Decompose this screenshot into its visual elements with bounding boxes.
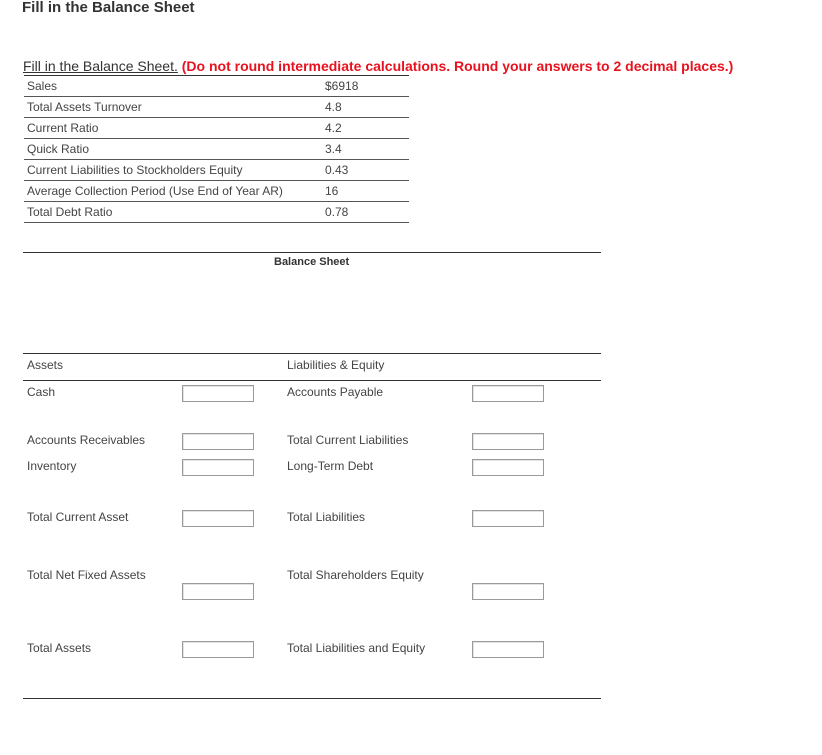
page-title: Fill in the Balance Sheet <box>22 0 195 16</box>
accounts-receivables-label: Accounts Receivables <box>27 433 146 447</box>
ratio-label: Total Debt Ratio <box>27 205 113 219</box>
ratio-label: Average Collection Period (Use End of Year AR) <box>27 184 283 198</box>
accounts-payable-label: Accounts Payable <box>287 385 384 399</box>
ratio-value: 0.43 <box>325 163 349 177</box>
total-net-fixed-assets-label: Total Net Fixed Assets <box>27 568 146 582</box>
ratio-label: Sales <box>27 79 58 93</box>
header-top-rule <box>23 353 601 354</box>
ratio-row <box>24 202 409 223</box>
ratio-row <box>24 76 409 97</box>
ratio-value: 4.2 <box>325 121 342 135</box>
instructions <box>23 58 733 74</box>
inventory-input[interactable] <box>182 459 254 476</box>
ratio-row <box>24 160 409 181</box>
inventory-label: Inventory <box>27 459 77 473</box>
total-current-asset-input[interactable] <box>182 510 254 527</box>
ratio-label: Current Liabilities to Stockholders Equity <box>27 163 243 177</box>
total-liabilities-and-equity-label: Total Liabilities and Equity <box>287 641 426 655</box>
ratio-label: Current Ratio <box>27 121 99 135</box>
ratio-row <box>24 118 409 139</box>
assets-header: Assets <box>27 358 64 372</box>
ratio-row <box>24 181 409 202</box>
accounts-receivables-input[interactable] <box>182 433 254 450</box>
ratio-label: Quick Ratio <box>27 142 90 156</box>
header-bottom-rule <box>23 380 601 381</box>
balance-sheet-title: Balance Sheet <box>274 256 350 268</box>
ratio-value: 3.4 <box>325 142 342 156</box>
ratio-value: 4.8 <box>325 100 342 114</box>
long-term-debt-label: Long-Term Debt <box>287 459 374 473</box>
total-assets-input[interactable] <box>182 641 254 658</box>
balance-sheet-top-rule <box>23 252 601 253</box>
accounts-payable-input[interactable] <box>472 385 544 402</box>
ratio-value: 0.78 <box>325 205 349 219</box>
ratio-value: $6918 <box>325 79 359 93</box>
ratio-label: Total Assets Turnover <box>27 100 142 114</box>
ratio-table <box>24 75 409 223</box>
balance-sheet-bottom-rule <box>23 698 601 699</box>
total-liabilities-and-equity-input[interactable] <box>472 641 544 658</box>
cash-label: Cash <box>27 385 56 399</box>
ratio-row <box>24 139 409 160</box>
liabilities-header: Liabilities & Equity <box>287 358 385 372</box>
cash-input[interactable] <box>182 385 254 402</box>
ratio-value: 16 <box>325 184 339 198</box>
total-current-liabilities-input[interactable] <box>472 433 544 450</box>
instructions-emphasis: (Do not round intermediate calculations. Round your answers to 2 decimal places.) <box>181 58 734 74</box>
total-shareholders-equity-label: Total Shareholders Equity <box>287 568 424 582</box>
total-net-fixed-assets-input[interactable] <box>182 583 254 600</box>
total-assets-label: Total Assets <box>27 641 92 655</box>
total-liabilities-input[interactable] <box>472 510 544 527</box>
total-current-asset-label: Total Current Asset <box>27 510 129 524</box>
total-current-liabilities-label: Total Current Liabilities <box>287 433 409 447</box>
ratio-row <box>24 97 409 118</box>
total-shareholders-equity-input[interactable] <box>472 583 544 600</box>
long-term-debt-input[interactable] <box>472 459 544 476</box>
instructions-lead: Fill in the Balance Sheet. <box>23 58 178 74</box>
total-liabilities-label: Total Liabilities <box>287 510 366 524</box>
